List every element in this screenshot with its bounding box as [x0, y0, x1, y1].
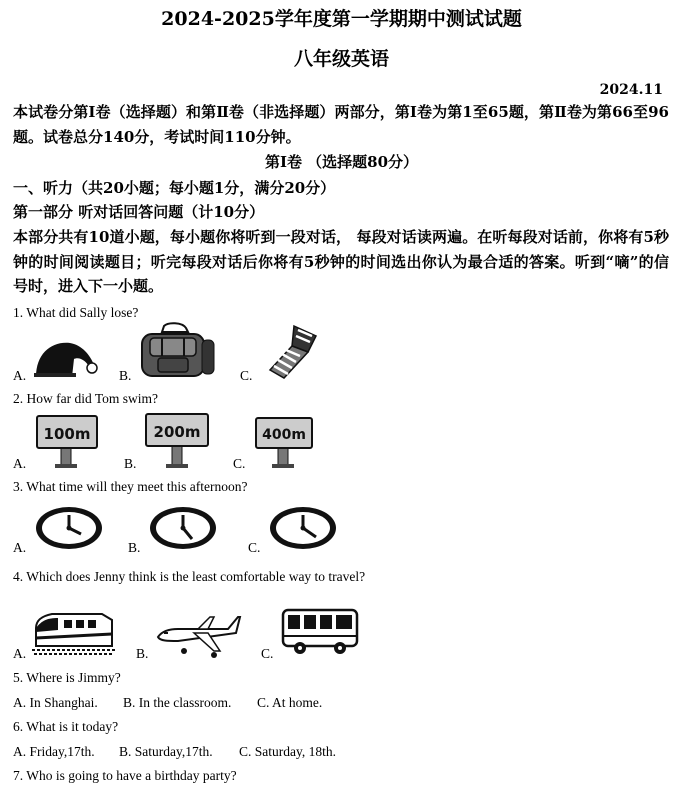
question-6: 6. What is it today?	[13, 719, 119, 734]
q5-option-c: C. At home.	[257, 695, 323, 710]
part1-heading: 第一部分 听对话回答问题（计10分）	[13, 203, 265, 221]
q4-option-a: A.	[13, 646, 27, 661]
q6-option-b: B. Saturday,17th.	[119, 744, 213, 759]
q3-option-b: B.	[128, 540, 141, 555]
question-1: 1. What did Sally lose?	[13, 305, 139, 320]
clock-icon	[268, 505, 338, 551]
q6-option-a: A. Friday,17th.	[13, 744, 95, 759]
hat-icon	[30, 335, 100, 380]
distance-sign-100m	[35, 414, 99, 470]
q2-option-a: A.	[13, 456, 27, 471]
exam-intro: 本试卷分第Ⅰ卷（选择题）和第Ⅱ卷（非选择题）两部分，第Ⅰ卷为第1至65题，第Ⅱ卷为第66至96题。试卷总分140分，考试时间110分钟。	[13, 103, 669, 146]
listening-heading: 一、听力（共20小题；每小题1分，满分20分）	[13, 179, 336, 197]
q5-option-b: B. In the classroom.	[123, 695, 232, 710]
clock-icon	[34, 505, 104, 551]
bus-icon	[280, 606, 360, 656]
train-icon	[32, 610, 116, 656]
sign-label: 400m	[262, 427, 306, 443]
sign-label: 100m	[43, 425, 91, 443]
section-heading: 第Ⅰ卷 （选择题80分）	[264, 153, 419, 171]
backpack-icon	[138, 322, 218, 380]
q3-option-a: A.	[13, 540, 27, 555]
q2-option-b: B.	[124, 456, 137, 471]
distance-sign-400m	[254, 416, 314, 470]
question-7: 7. Who is going to have a birthday party?	[13, 768, 237, 783]
question-4: 4. Which does Jenny think is the least comfortable way to travel?	[13, 569, 366, 584]
question-5: 5. Where is Jimmy?	[13, 670, 121, 685]
exam-title: 2024-2025学年度第一学期期中测试试题	[161, 8, 522, 30]
scarf-icon	[264, 322, 324, 380]
q1-option-c: C.	[240, 368, 253, 383]
q6-option-c: C. Saturday, 18th.	[239, 744, 336, 759]
exam-date: 2024.11	[599, 82, 663, 98]
plane-icon	[154, 603, 242, 659]
part1-instructions: 本部分共有10道小题，每小题你将听到一段对话， 每段对话读两遍。在听每段对话前，你将有5秒钟的时间阅读题目；听完每段对话后你将有5秒钟的时间选出你认为最合适的答案。听到“嘀”的信号时，进入下一小题。	[13, 228, 669, 295]
distance-sign-200m	[144, 412, 212, 470]
q4-option-b: B.	[136, 646, 149, 661]
q1-option-b: B.	[119, 368, 132, 383]
question-2: 2. How far did Tom swim?	[13, 391, 159, 406]
question-3: 3. What time will they meet this afternoon?	[13, 479, 248, 494]
q4-option-c: C.	[261, 646, 274, 661]
clock-icon	[148, 505, 218, 551]
q5-option-a: A. In Shanghai.	[13, 695, 98, 710]
q2-option-c: C.	[233, 456, 246, 471]
sign-label: 200m	[153, 423, 201, 441]
q3-option-c: C.	[248, 540, 261, 555]
q1-option-a: A.	[13, 368, 27, 383]
exam-subtitle: 八年级英语	[293, 48, 389, 70]
